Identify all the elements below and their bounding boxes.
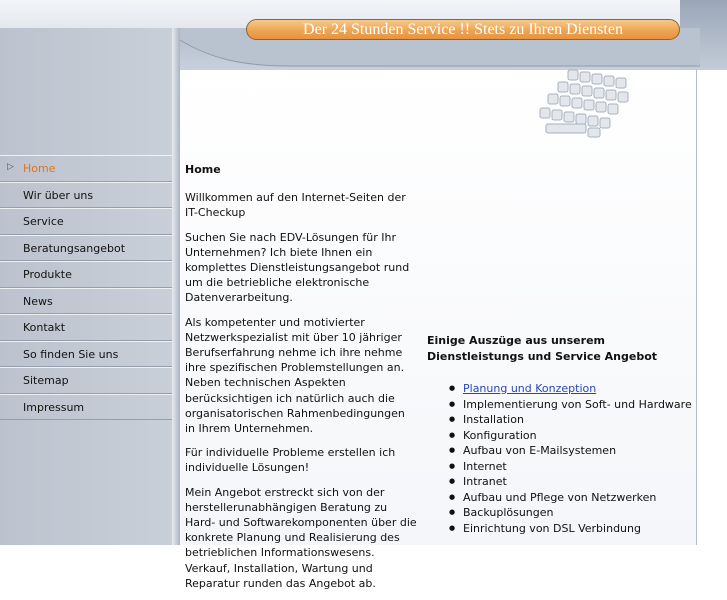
services-list-item: ● Einrichtung von DSL Verbindung <box>463 521 697 537</box>
nav-item-home[interactable] <box>0 155 172 182</box>
services-list-item: ● Intranet <box>463 474 697 490</box>
services-list <box>427 381 697 536</box>
services-list-item: ● Implementierung von Soft- und Hardware <box>463 397 697 413</box>
nav-item-label: Impressum <box>23 400 85 414</box>
nav-item-sitemap[interactable] <box>0 367 172 394</box>
nav-item-produkte[interactable] <box>0 261 172 288</box>
main-content <box>185 162 417 600</box>
nav-item-label: Kontakt <box>23 321 66 334</box>
services-list-item: ● Aufbau von E-Mailsystemen <box>463 443 697 459</box>
intro-paragraph: Suchen Sie nach EDV-Lösungen für Ihr Unternehmen? Ich biete Ihnen ein komplettes Dienstleistungsangebot rund um die betriebliche elektronische Datenverarbeitung. <box>185 230 410 305</box>
nav-item-impressum[interactable] <box>0 394 172 421</box>
nav-item-beratungsangebot[interactable] <box>0 235 172 262</box>
nav-item-label: Beratungsangebot <box>23 241 126 255</box>
keyboard-image <box>530 66 630 146</box>
services-list-item: ● Aufbau und Pflege von Netzwerken <box>463 490 697 506</box>
nav-item-label: News <box>23 294 53 308</box>
current-page-arrow-icon: ▷ <box>7 162 14 172</box>
services-list-item: ● Installation <box>463 412 697 428</box>
nav-item-label: Service <box>23 215 64 228</box>
offer-paragraph: Mein Angebot erstreckt sich von der herstellerunabhängigen Beratung zu Hard- und Softwarekomponenten über die konkrete Planung und Realisierung des betrieblichen Informationswesens. Verkauf, Installation, Wartung und Reparatur runden das Angebot ab. <box>185 485 417 590</box>
nav-item-label: So finden Sie uns <box>23 347 119 361</box>
services-list-item <box>463 381 697 397</box>
services-list-item: ● Internet <box>463 459 697 475</box>
services-list-item: ● Konfiguration <box>463 428 697 444</box>
page-title: Home <box>185 163 221 176</box>
nav-item-wir-ueber-uns[interactable] <box>0 182 172 209</box>
nav-item-label: Produkte <box>23 268 72 281</box>
solutions-paragraph: Für individuelle Probleme erstellen ich individuelle Lösungen! <box>185 446 396 475</box>
services-section <box>427 333 697 536</box>
nav-item-service[interactable] <box>0 208 172 235</box>
nav-item-kontakt[interactable] <box>0 314 172 341</box>
welcome-paragraph: Willkommen auf den Internet-Seiten der IT-Checkup <box>185 191 406 220</box>
header-banner: Der 24 Stunden Service !! Stets zu Ihren Diensten <box>246 19 680 40</box>
main-navigation <box>0 155 172 420</box>
experience-paragraph: Als kompetenter und motivierter Netzwerkspezialist mit über 10 jähriger Berufserfahrung nehme ich ihre nehme ihre spezifischen Problemstellungen an. Neben technischen Aspekten berücksichtigen ich natürlich auch die organisatorischen Rahmenbedingungen in Ihrem Unternehmen. <box>185 315 405 436</box>
services-heading: Einige Auszüge aus unserem Dienstleistungs und Service Angebot <box>427 334 658 363</box>
nav-item-label: Sitemap <box>23 374 69 387</box>
sidebar-edge <box>172 28 180 545</box>
planning-link[interactable]: Planung und Konzeption <box>463 382 597 395</box>
services-list-item: ● Backuplösungen <box>463 505 697 521</box>
nav-item-news[interactable] <box>0 288 172 315</box>
nav-item-label: Home <box>23 162 56 175</box>
nav-item-so-finden-sie-uns[interactable] <box>0 341 172 368</box>
nav-item-label: Wir über uns <box>23 188 94 202</box>
